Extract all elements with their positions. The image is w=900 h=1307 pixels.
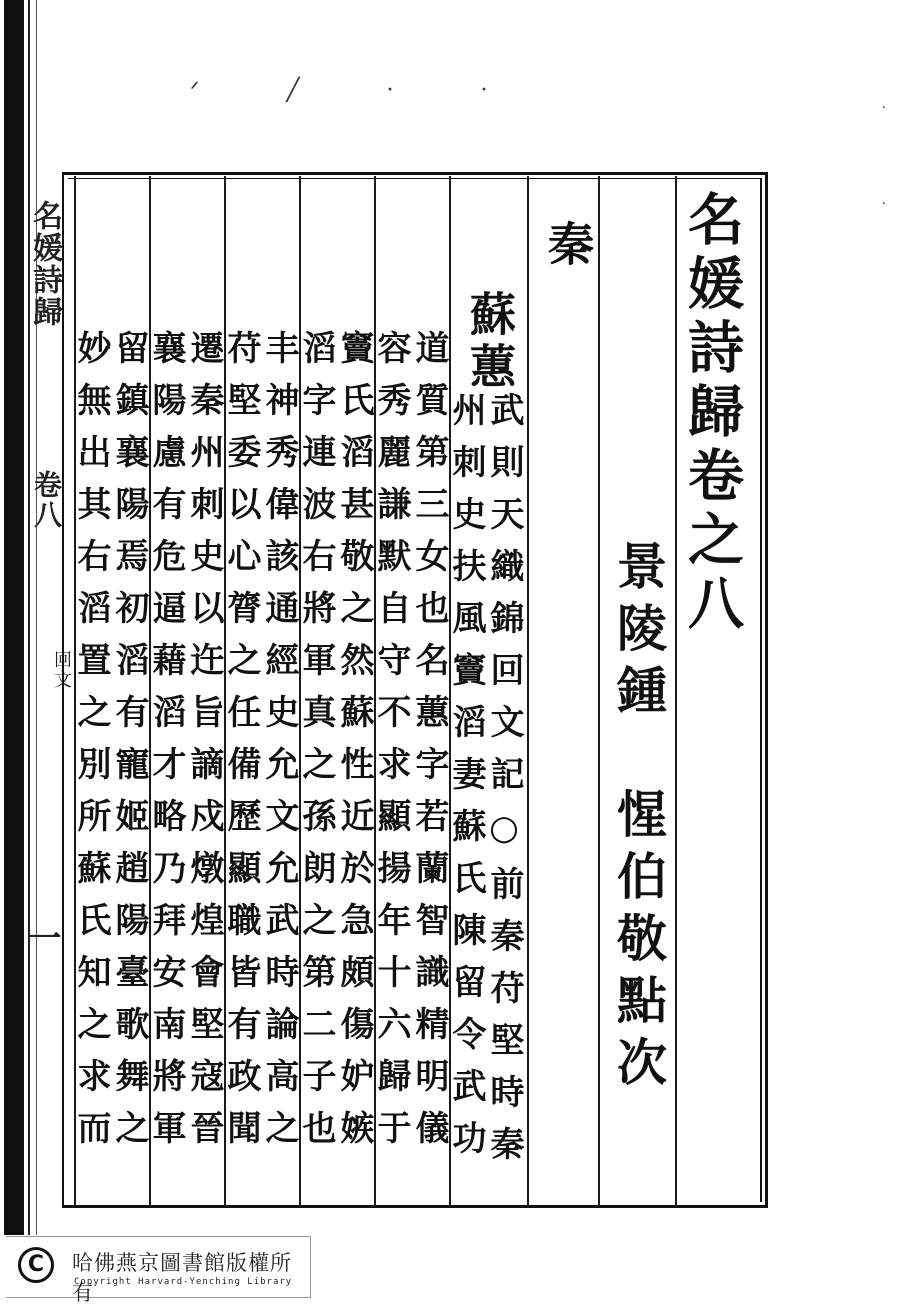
margin-juan: 卷八 [30, 470, 63, 530]
text-column: 州刺史扶風竇滔妻蘇氏陳留令武功 [446, 392, 486, 1172]
copyright-icon: C [18, 1247, 54, 1283]
text-column: 滔字連波右將軍真之孫朗之第二子也 [296, 330, 336, 1162]
text-column: 襄陽慮有危逼藉滔才略乃拜安南將軍 [146, 330, 186, 1162]
text-column: 武則天織錦回文記○前秦苻堅時秦 [484, 392, 524, 1178]
editor-credit: 景陵鍾 惺伯敬點次 [609, 540, 668, 1098]
book-spine [4, 0, 24, 1235]
copyright-chinese: 哈佛燕京圖書館版權所有 [72, 1251, 292, 1305]
column-rule [675, 176, 677, 1206]
copyright-english: Copyright Harvard-Yenching Library [74, 1277, 293, 1287]
poet-name: 蘇蕙 [463, 290, 517, 394]
text-column: 丰神秀偉該通經史允文允武時論高之 [259, 330, 299, 1162]
volume-title: 名媛詩歸卷之八 [679, 190, 745, 638]
text-column: 容秀麗謙默自守不求顯揚年十六歸于 [371, 330, 411, 1162]
text-column: 苻堅委以心膂之任備歷顯職皆有政聞 [221, 330, 261, 1162]
text-column: 留鎮襄陽焉初滔有寵姬趙陽臺歌舞之 [109, 330, 149, 1162]
text-column: 遷秦州刺史以迕旨謫戍燉煌會堅寇晉 [184, 330, 224, 1162]
text-column: 竇氏滔甚敬之然蘇性近於急頗傷妒嫉 [334, 330, 374, 1162]
top-margin-marks: ᐟ ╱ · · [190, 78, 528, 103]
text-column: 道質第三女也名蕙字若蘭智識精明儀 [409, 330, 449, 1162]
spine-edge [28, 0, 37, 1235]
margin-page-number: 一 [21, 920, 61, 956]
copyright-stamp [6, 1236, 311, 1305]
margin-book-title: 名媛詩歸 [27, 200, 62, 328]
text-column: 妙無出其右滔置之別所蘇氏知之求而 [71, 330, 111, 1162]
margin-subtitle: 回文 [51, 650, 72, 690]
dynasty-heading: 秦 [541, 220, 595, 272]
column-rule [598, 176, 600, 1206]
column-rule [527, 176, 529, 1206]
scan-specks: · · [881, 100, 886, 212]
